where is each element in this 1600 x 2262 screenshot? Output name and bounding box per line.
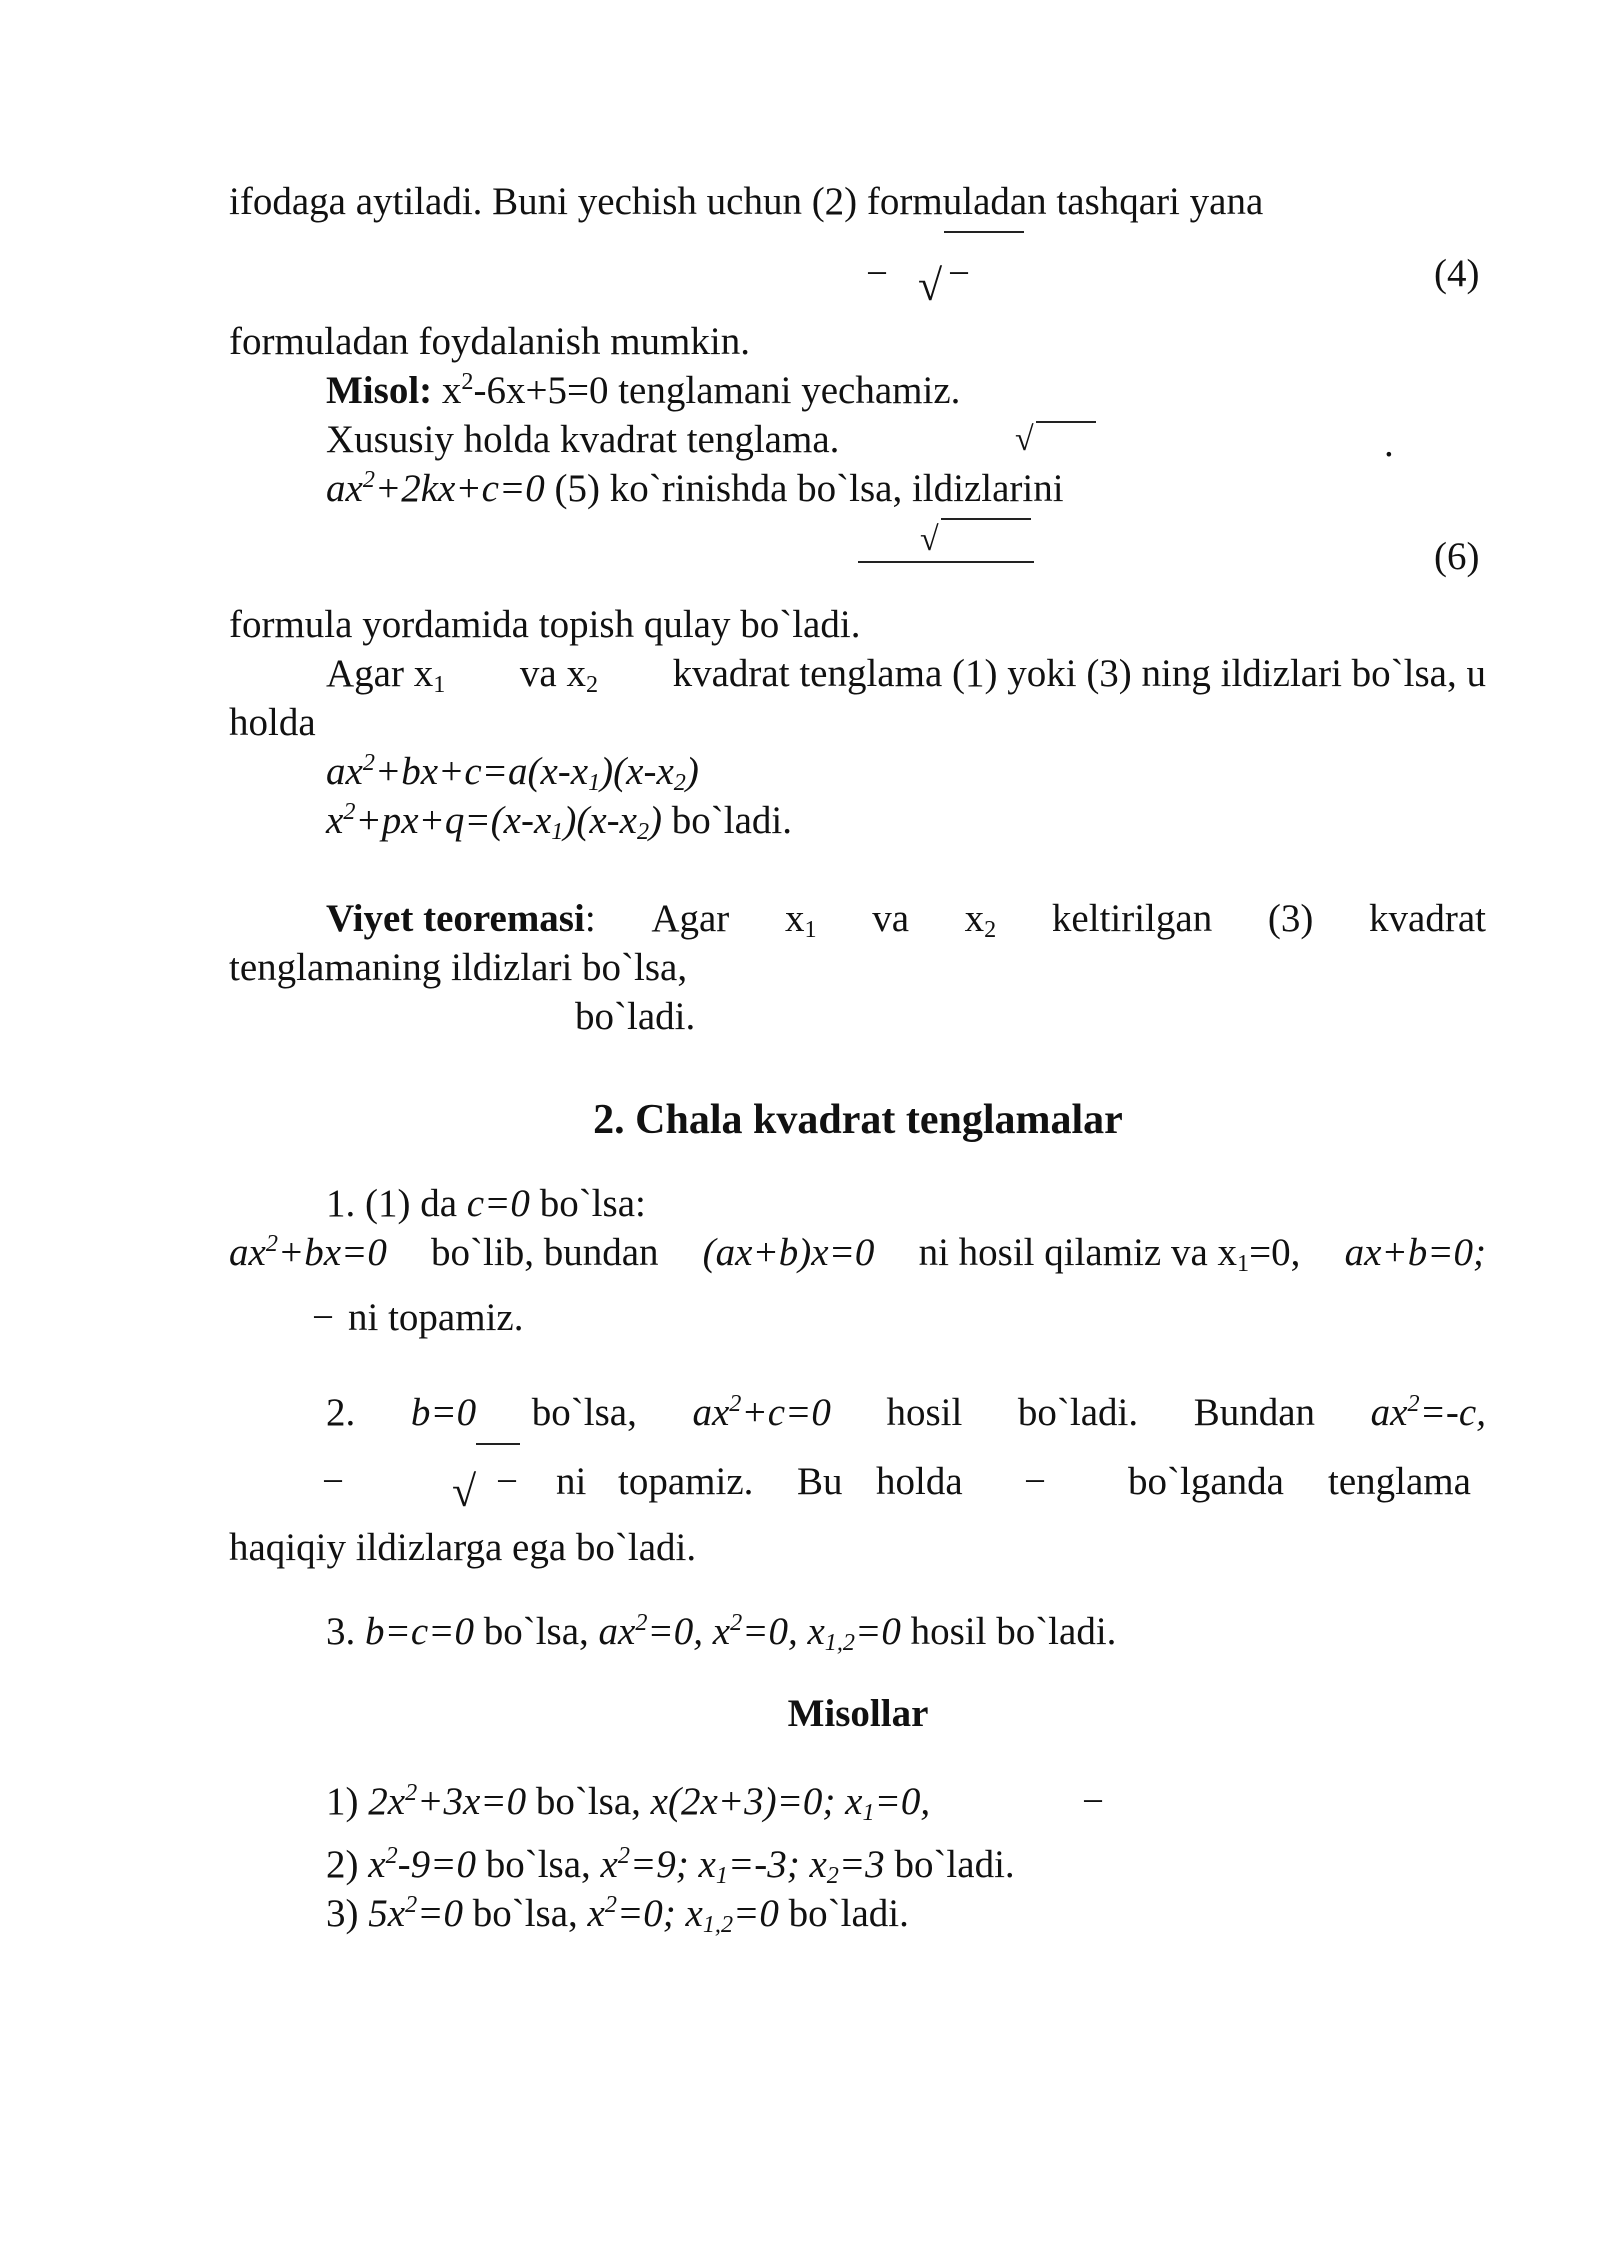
text-run: $x_2$ <box>964 897 997 944</box>
text-run: (5) ko`rinishda bo`lsa, ildizlarini <box>554 467 1064 510</box>
text-run: hosil <box>886 1391 963 1434</box>
formula-fraction-dash: − <box>948 252 970 295</box>
equation: $ax^2=-c$, <box>1370 1389 1486 1434</box>
example-line <box>326 1841 1015 1889</box>
equation: (ax+b)x=0 <box>702 1231 875 1274</box>
text-run: Agar <box>651 897 730 940</box>
formula-minus: − <box>866 252 888 295</box>
text-run: tenglama <box>1328 1460 1471 1503</box>
sqrt-symbol: √ <box>918 261 943 310</box>
text-run: kvadrat <box>1369 897 1486 940</box>
sqrt-bar <box>1036 421 1096 423</box>
paragraph-line <box>326 650 1486 698</box>
text-run: bo`lsa, <box>535 1780 641 1823</box>
equation: $x^2$ <box>441 367 474 412</box>
formula-minus: − <box>322 1460 344 1503</box>
equation: ax+b=0; <box>1344 1231 1486 1274</box>
text-run: Agar $x_1$ <box>326 652 446 699</box>
text-run: formula yordamida topish qulay bo`ladi. <box>229 603 861 646</box>
text-run: va $x_2$ <box>519 652 599 699</box>
text-run: 3. <box>326 1610 356 1653</box>
subsection-title: Misollar <box>787 1692 929 1735</box>
text-run: holda <box>229 701 316 744</box>
fraction-bar <box>858 561 1034 563</box>
text-run: formuladan foydalanish mumkin. <box>229 320 750 363</box>
text-run: Bundan <box>1193 1391 1316 1434</box>
example-line <box>326 1890 909 1938</box>
paragraph-line <box>229 699 316 747</box>
text-run: bo`lsa, <box>483 1610 589 1653</box>
text-run: ni topamiz. <box>348 1296 524 1339</box>
paragraph-line <box>326 895 1486 943</box>
text-run: bo`ladi. <box>894 1843 1015 1886</box>
equation: $x^2+px+q=(x-x_1)(x-x_2)$ <box>326 797 663 846</box>
formula-minus: − <box>496 1460 518 1503</box>
paragraph-line <box>229 178 1263 226</box>
equation: $ax^2+bx=0$ <box>229 1229 387 1274</box>
viyet-label: Viyet teoremasi: <box>326 897 596 940</box>
paragraph-line <box>326 1608 1116 1656</box>
equation-number: (6) <box>1434 535 1480 578</box>
equation-line <box>326 797 792 845</box>
text-run: bo`lsa, <box>472 1892 578 1935</box>
text-run: Bu <box>797 1460 843 1503</box>
paragraph-line <box>229 601 860 649</box>
text-run: keltirilgan <box>1051 897 1213 940</box>
text-run: tenglamaning ildizlari bo`lsa, <box>229 946 688 989</box>
text-run: ni hosil qilamiz va $x_1=0$, <box>918 1231 1301 1278</box>
sqrt-bar <box>944 231 1024 233</box>
equation: c=0 <box>466 1182 530 1225</box>
paragraph-line <box>229 1229 1486 1277</box>
paragraph-line <box>348 1294 523 1342</box>
text-run: $x_1$ <box>784 897 817 944</box>
sqrt-symbol: √ <box>1015 421 1034 458</box>
paragraph-line <box>326 465 1064 513</box>
trailing-dot: . <box>1384 422 1394 465</box>
text-run: 1. (1) da <box>326 1182 458 1225</box>
text-run: 3) <box>326 1892 359 1935</box>
text-run: 1) <box>326 1780 359 1823</box>
text-run: bo`ladi. <box>671 799 793 842</box>
text-run: -6x+5=0 tenglamani yechamiz. <box>473 369 961 412</box>
example-line <box>326 1778 930 1826</box>
text-run: (3) <box>1267 897 1314 940</box>
text-run: bo`lganda <box>1128 1460 1284 1503</box>
equation-line <box>326 748 699 796</box>
equation: $x^2-9=0$ <box>368 1841 476 1886</box>
text-run: bo`lsa, <box>531 1391 637 1434</box>
text-run: haqiqiy ildizlarga ega bo`ladi. <box>229 1526 697 1569</box>
equation: $2x^2+3x=0$ <box>368 1778 527 1823</box>
text-run: kvadrat tenglama (1) yoki (3) ning ildizlari bo`lsa, u <box>672 652 1486 695</box>
text-run: Xususiy holda kvadrat tenglama. <box>326 418 840 461</box>
formula-minus: − <box>1024 1460 1046 1503</box>
equation: $x^2=0$; $x_{1,2}=0$ <box>587 1890 779 1939</box>
equation: $x^2=9$; $x_1=-3$; $x_2=3$ <box>600 1841 885 1890</box>
sqrt-bar <box>941 518 1031 520</box>
text-run: bo`lsa: <box>539 1182 646 1225</box>
text-run: bo`ladi. <box>1017 1391 1139 1434</box>
equation: b=0 <box>410 1391 477 1434</box>
equation: x(2x+3)=0; $x_1=0$, <box>650 1780 931 1827</box>
section-title: 2. Chala kvadrat tenglamalar <box>593 1097 1123 1143</box>
sqrt-symbol: √ <box>920 521 939 558</box>
formula-minus: − <box>312 1296 334 1339</box>
text-run: holda <box>876 1460 963 1503</box>
equation: $ax^2+c=0$ <box>692 1389 831 1434</box>
text-run: 2) <box>326 1843 359 1886</box>
paragraph-line <box>229 1524 696 1572</box>
equation: $ax^2+bx+c=a(x-x_1)(x-x_2)$ <box>326 748 699 797</box>
paragraph-line <box>229 318 750 366</box>
text-run: bo`lsa, <box>485 1843 591 1886</box>
text-run: bo`lib, bundan <box>431 1231 659 1274</box>
equation: $ax^2=0$, $x^2=0$, $x_{1,2}=0$ <box>598 1608 901 1657</box>
sqrt-symbol: √ <box>452 1467 477 1516</box>
text-run: topamiz. <box>618 1460 754 1503</box>
text-run: ifodaga aytiladi. Buni yechish uchun (2) formuladan tashqari yana <box>229 180 1264 223</box>
misol-label: Misol: <box>326 369 433 412</box>
sqrt-bar <box>476 1443 520 1445</box>
text-run: 2. <box>326 1391 356 1434</box>
text-run: ni <box>556 1460 587 1503</box>
text-run: hosil bo`ladi. <box>910 1610 1117 1653</box>
equation-number: (4) <box>1434 252 1480 295</box>
paragraph-line <box>326 1389 1486 1437</box>
paragraph-line <box>326 367 960 415</box>
paragraph-line <box>326 1180 646 1228</box>
equation: $ax^2+2kx+c=0$ <box>326 465 545 510</box>
text-run: bo`ladi. <box>575 995 696 1038</box>
equation: $5x^2=0$ <box>368 1890 463 1935</box>
paragraph-line <box>575 993 695 1041</box>
formula-minus: − <box>1082 1780 1104 1823</box>
text-run: va <box>872 897 910 940</box>
paragraph-line <box>326 416 839 464</box>
text-run: bo`ladi. <box>788 1892 909 1935</box>
paragraph-line <box>229 944 687 992</box>
equation: b=c=0 <box>365 1610 474 1653</box>
